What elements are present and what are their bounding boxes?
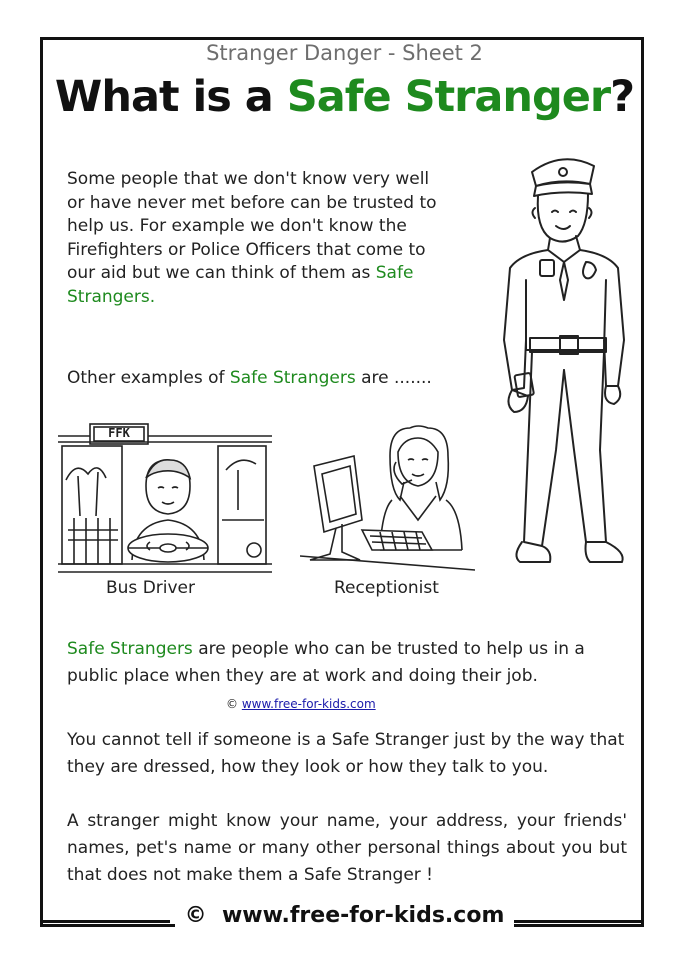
intro-paragraph	[67, 168, 447, 309]
examples-prefix: Other examples of	[67, 368, 230, 388]
footer-site-link[interactable]: www.free-for-kids.com	[221, 903, 505, 928]
definition-text: are people who can be trusted to help us in a public place when they are at work and doing their job.	[67, 639, 585, 686]
footer	[0, 903, 689, 937]
examples-line	[67, 368, 487, 388]
footer-copyright-symbol: ©	[184, 903, 207, 928]
paragraph-dressed: You cannot tell if someone is a Safe Stranger just by the way that they are dressed, how they look or how they talk to you.	[67, 730, 625, 777]
title-end: ?	[610, 72, 635, 122]
police-officer-illustration	[490, 150, 640, 575]
page-title	[0, 72, 689, 122]
bus-sign-text: FFK	[108, 426, 130, 440]
definition-paragraph	[67, 636, 627, 690]
intro-accent: Safe Strangers.	[67, 263, 414, 307]
sheet-subtitle: Stranger Danger - Sheet 2	[206, 41, 483, 65]
caption-bus-driver: Bus Driver	[106, 578, 196, 598]
bus-driver-illustration	[58, 420, 272, 580]
receptionist-illustration	[300, 420, 475, 575]
title-part1: What is a	[54, 72, 287, 122]
small-copyright-link[interactable]: www.free-for-kids.com	[241, 697, 376, 711]
caption-receptionist: Receptionist	[334, 578, 439, 598]
footer-copyright	[0, 903, 689, 928]
intro-text: Some people that we don't know very well or have never met before can be trusted to help us. For example we don't know the Firefighters or Police Officers that come to our aid but we can think of them as	[67, 169, 437, 283]
title-accent: Safe Stranger	[286, 72, 611, 122]
copyright-symbol: ©	[226, 697, 238, 711]
paragraph-personal-things: A stranger might know your name, your address, your friends' names, pet's name or many other personal things about you but that does not make them a Safe Stranger !	[67, 811, 627, 885]
examples-suffix: are .......	[355, 368, 432, 388]
small-copyright	[226, 697, 376, 711]
examples-accent: Safe Strangers	[229, 368, 356, 388]
definition-accent: Safe Strangers	[67, 639, 193, 659]
